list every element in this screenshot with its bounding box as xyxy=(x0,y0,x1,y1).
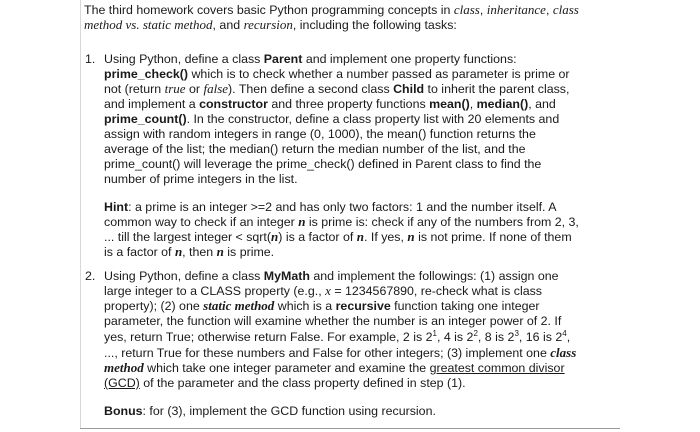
task-2-line-6: ..., return True for these numbers and False for other integers; (3) implement one class xyxy=(104,345,577,360)
hint-line-1: Hint: a prime is an integer >=2 and has only two factors: 1 and the number itself. A xyxy=(104,200,557,214)
intro-line-2: method vs. static method, and recursion, including the following tasks: xyxy=(84,17,457,32)
gcd-link[interactable]: greatest common divisor xyxy=(429,361,565,375)
hint-line-4: is a factor of n, then n is prime. xyxy=(104,244,275,259)
task-1-line-2: prime_check() which is to check whether a number passed as parameter is prime or xyxy=(104,67,570,81)
task-2-line-4: parameter, the function will examine whether the number is an integer power of 2. If xyxy=(104,314,562,328)
left-border xyxy=(80,0,81,429)
task-1-line-8: prime_count() will leverage the prime_check() defined in Parent class to find the xyxy=(104,157,542,171)
task-2-line-5: yes, return True; otherwise return False. For example, 2 is $2^1$, 4 is $2^2$, 8 is $2^3$, 16 is $2^4$, xyxy=(104,329,571,344)
task-1-line-5: prime_count(). In the constructor, define a class property list with 20 elements and xyxy=(104,112,560,126)
task-2-number: 2. xyxy=(85,269,96,283)
gcd-abbr-link[interactable]: (GCD) xyxy=(104,376,140,390)
task-1-line-9: number of prime integers in the list. xyxy=(104,172,298,186)
task-1-line-4: and implement a constructor and three property functions mean(), median(), and xyxy=(104,97,556,111)
bottom-rule xyxy=(80,428,620,429)
task-2-line-1: Using Python, define a class MyMath and implement the followings: (1) assign one xyxy=(104,269,559,283)
task-1-line-1: Using Python, define a class Parent and implement one property functions: xyxy=(104,52,517,66)
task-1-number: 1. xyxy=(85,52,96,66)
task-1-line-3: not (return true or false). Then define a second class Child to inherit the parent class, xyxy=(104,81,570,96)
task-2-line-3: property); (2) one static method which is a recursive function taking one integer xyxy=(104,298,540,313)
task-2-line-8: (GCD) of the parameter and the class property defined in step (1). xyxy=(104,376,466,390)
hint-line-2: common way to check if an integer n is prime is: check if any of the numbers from 2, 3, xyxy=(104,214,579,229)
task-2-line-2: large integer to a CLASS property (e.g., x = 1234567890, re-check what is class xyxy=(104,283,542,298)
bonus-line: Bonus: for (3), implement the GCD function using recursion. xyxy=(104,404,436,418)
task-1-line-7: average of the list; the median() return the median number of the list, and the xyxy=(104,142,526,156)
task-2-line-7: method which take one integer parameter and examine the greatest common divisor xyxy=(104,360,565,375)
intro-line-1: The third homework covers basic Python programming concepts in class, inheritance, class xyxy=(84,2,579,17)
hint-line-3: ... till the largest integer < sqrt(n) is a factor of n. If yes, n is not prime. If none of them xyxy=(104,229,572,244)
task-1-line-6: assign with random integers in range (0, 1000), the mean() function returns the xyxy=(104,127,536,141)
